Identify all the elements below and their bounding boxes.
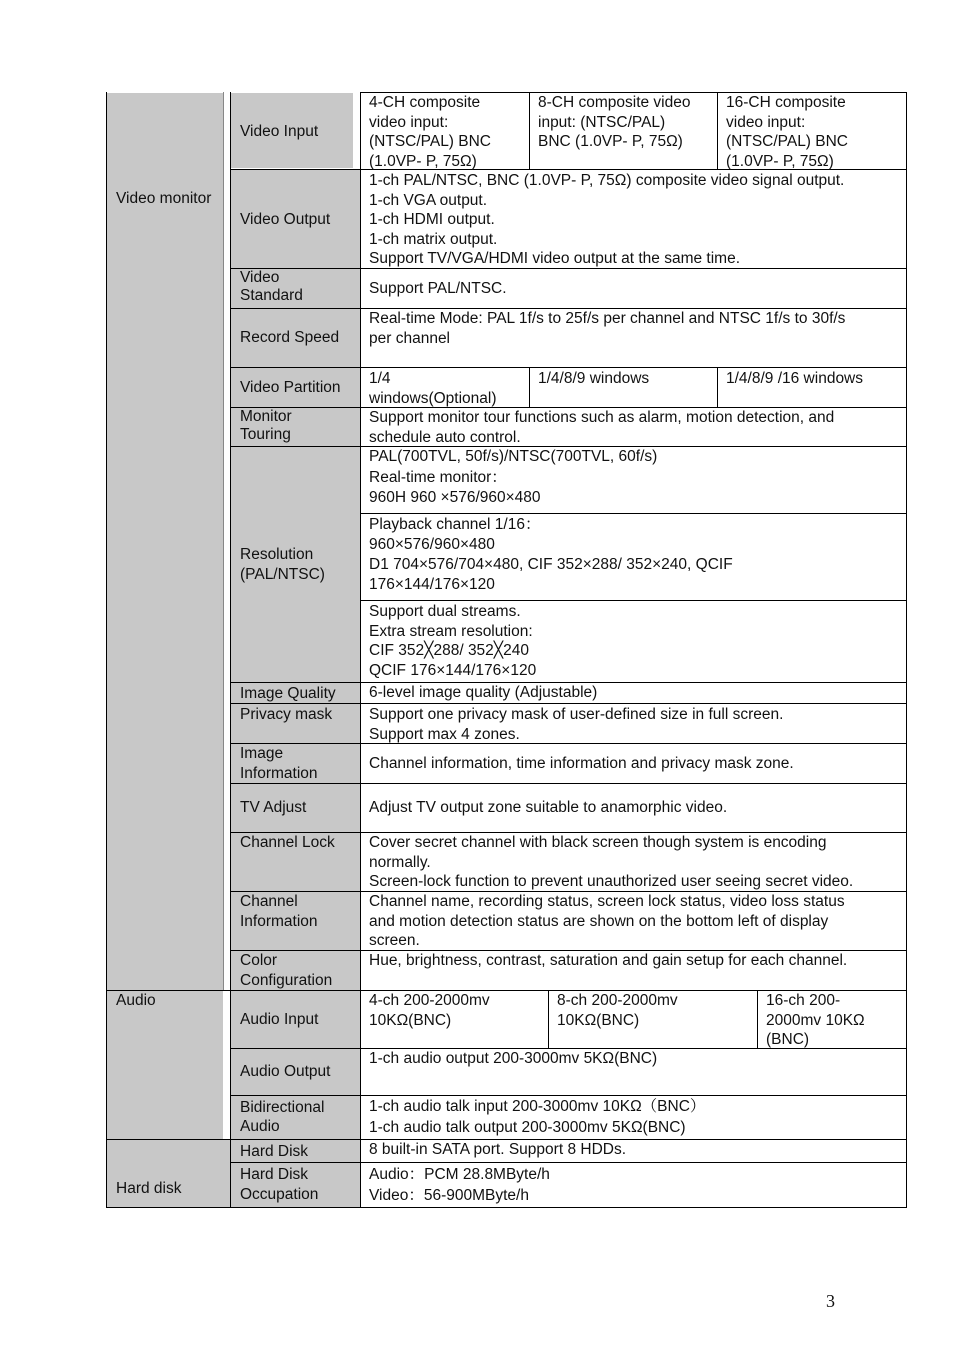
label-color-configuration: Color Configuration bbox=[240, 952, 333, 989]
label-video-input: Video Input bbox=[240, 123, 319, 140]
label-tv-adjust: TV Adjust bbox=[240, 799, 307, 816]
color-configuration-value: Hue, brightness, contrast, saturation and gain setup for each channel. bbox=[369, 952, 848, 969]
hard-disk-occupation-value: Audio：PCM 28.8MByte/h Video：56-900MByte/h bbox=[369, 1166, 550, 1204]
resolution-realtime: PAL(700TVL, 50f/s)/NTSC(700TVL, 60f/s) Real-time monitor： 960H 960 ×576/960×480 bbox=[369, 448, 658, 506]
video-input-16ch: 16-CH composite video input: (NTSC/PAL) BNC (1.0VP- P, 75Ω) bbox=[726, 94, 849, 170]
label-record-speed: Record Speed bbox=[240, 329, 340, 346]
audio-input-8ch: 8-ch 200-2000mv 10KΩ(BNC) bbox=[557, 992, 678, 1029]
audio-input-4ch: 4-ch 200-2000mv 10KΩ(BNC) bbox=[369, 992, 490, 1029]
tv-adjust-value: Adjust TV output zone suitable to anamorphic video. bbox=[369, 799, 728, 816]
hard-disk-value: 8 built-in SATA port. Support 8 HDDs. bbox=[369, 1141, 627, 1158]
label-audio-output: Audio Output bbox=[240, 1063, 331, 1080]
video-input-8ch: 8-CH composite video input: (NTSC/PAL) BNC (1.0VP- P, 75Ω) bbox=[538, 94, 691, 150]
label-video-standard: Video Standard bbox=[240, 269, 303, 304]
audio-output-value: 1-ch audio output 200-3000mv 5KΩ(BNC) bbox=[369, 1050, 658, 1067]
label-image-information: Image Information bbox=[240, 745, 318, 782]
video-input-4ch: 4-CH composite video input: (NTSC/PAL) BNC (1.0VP- P, 75Ω) bbox=[369, 94, 492, 170]
label-privacy-mask: Privacy mask bbox=[240, 706, 333, 723]
bidirectional-audio-value: 1-ch audio talk input 200-3000mv 10KΩ（BNC） 1-ch audio talk output 200-3000mv 5KΩ(BNC) bbox=[369, 1098, 706, 1136]
group-hard-disk: Hard disk bbox=[116, 1180, 182, 1197]
channel-lock-value: Cover secret channel with black screen though system is encoding normally. Screen-lock function to prevent unauthorized user seeing secret video. bbox=[369, 834, 854, 890]
video-standard-value: Support PAL/NTSC. bbox=[369, 280, 507, 297]
record-speed-value: Real-time Mode: PAL 1f/s to 25f/s per channel and NTSC 1f/s to 30f/s per channel bbox=[369, 310, 846, 347]
label-video-partition: Video Partition bbox=[240, 379, 341, 396]
label-monitor-touring: Monitor Touring bbox=[240, 408, 292, 443]
label-channel-information: Channel Information bbox=[240, 893, 318, 930]
image-quality-value: 6-level image quality (Adjustable) bbox=[369, 684, 598, 701]
label-channel-lock: Channel Lock bbox=[240, 834, 335, 851]
privacy-mask-value: Support one privacy mask of user-defined size in full screen. Support max 4 zones. bbox=[369, 706, 784, 743]
video-partition-16ch: 1/4/8/9 /16 windows bbox=[726, 370, 864, 387]
label-hard-disk-occupation: Hard Disk Occupation bbox=[240, 1166, 319, 1203]
label-audio-input: Audio Input bbox=[240, 1011, 319, 1028]
resolution-dual-stream: Support dual streams. Extra stream resolution: CIF 352╳288/ 352╳240 QCIF 176×144/176×120 bbox=[369, 603, 537, 679]
label-image-quality: Image Quality bbox=[240, 685, 336, 702]
video-output-value: 1-ch PAL/NTSC, BNC (1.0VP- P, 75Ω) composite video signal output. 1-ch VGA output. 1-ch HDMI output. 1-ch matrix output. Support TV/VGA/HDMI video output at the same time. bbox=[369, 172, 845, 267]
resolution-playback: Playback channel 1/16： 960×576/960×480 D1 704×576/704×480, CIF 352×288/ 352×240, QCIF 176×144/176×120 bbox=[369, 516, 733, 593]
label-resolution: Resolution (PAL/NTSC) bbox=[240, 546, 325, 583]
audio-input-16ch: 16-ch 200- 2000mv 10KΩ (BNC) bbox=[766, 992, 865, 1048]
label-bidirectional-audio: Bidirectional Audio bbox=[240, 1099, 325, 1135]
label-hard-disk: Hard Disk bbox=[240, 1143, 309, 1160]
page-number: 3 bbox=[826, 1291, 835, 1311]
monitor-touring-value: Support monitor tour functions such as alarm, motion detection, and schedule auto control. bbox=[369, 409, 835, 446]
label-video-output: Video Output bbox=[240, 211, 331, 228]
group-audio: Audio bbox=[116, 992, 156, 1009]
video-partition-8ch: 1/4/8/9 windows bbox=[538, 370, 650, 387]
group-video-monitor: Video monitor bbox=[116, 190, 212, 207]
channel-information-value: Channel name, recording status, screen lock status, video loss status and motion detection status are shown on the bottom left of display screen. bbox=[369, 893, 845, 949]
image-information-value: Channel information, time information and privacy mask zone. bbox=[369, 755, 794, 772]
group-column-shading bbox=[107, 93, 223, 1139]
video-partition-4ch: 1/4 windows(Optional) bbox=[369, 370, 497, 407]
